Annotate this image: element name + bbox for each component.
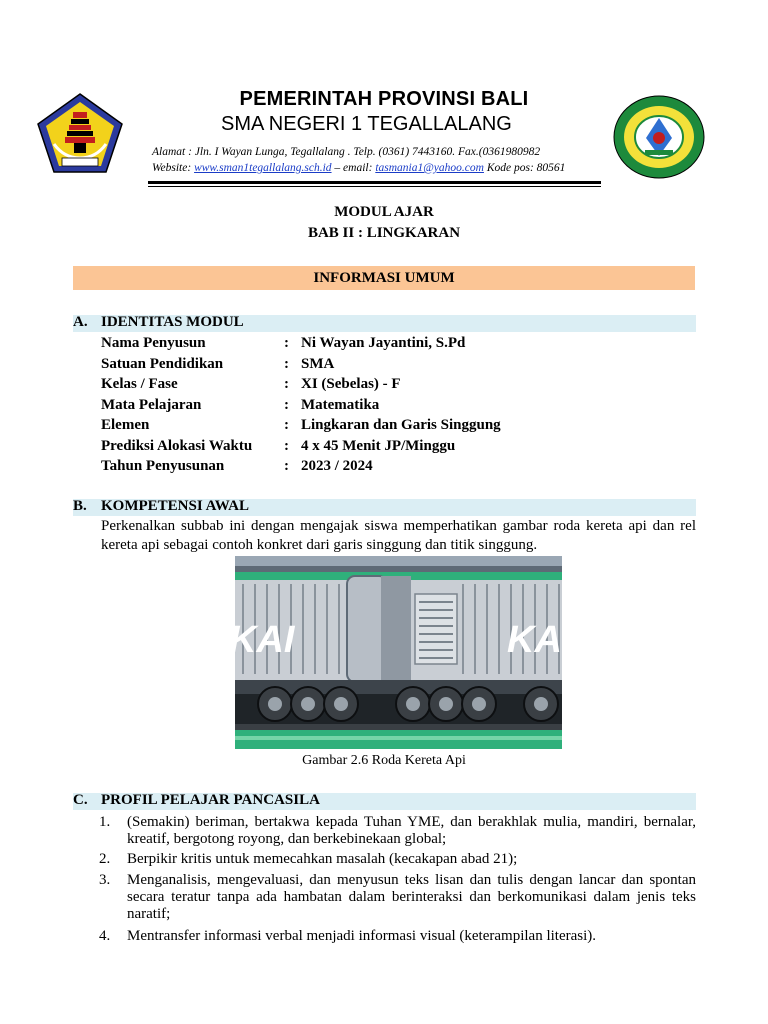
school-name: SMA NEGERI 1 TEGALLALANG xyxy=(221,113,512,135)
svg-text:KAI: KAI xyxy=(229,619,295,661)
website-link[interactable]: www.sman1tegallalang.sch.id xyxy=(194,162,332,174)
school-address: Alamat : Jln. I Wayan Lunga, Tegallalang . Telp. (0361) 7443160. Fax.(0361980982 xyxy=(152,146,541,158)
identity-value: XI (Sebelas) - F xyxy=(301,376,401,392)
identity-colon: : xyxy=(284,397,289,413)
identity-label: Kelas / Fase xyxy=(101,376,178,392)
list-item-number: 3. xyxy=(99,872,111,888)
svg-text:KAI: KAI xyxy=(507,619,573,661)
info-banner: INFORMASI UMUM xyxy=(73,266,695,290)
chapter-title: BAB II : LINGKARAN xyxy=(307,225,461,241)
list-item: Menganalisis, mengevaluasi, dan menyusun teks lisan dan tulis dengan lancar dan spontan secara teratur tanpa ada hambatan dalam berinteraksi dan berkomunikasi dalam jenis teks naratif; xyxy=(127,872,696,922)
postal-code: Kode pos: 80561 xyxy=(483,162,566,174)
section-a-letter: A. xyxy=(73,314,88,330)
email-label: – email: xyxy=(331,162,376,174)
list-item: (Semakin) beriman, bertakwa kepada Tuhan YME, dan berakhlak mulia, mandiri, bernalar, kreatif, bergotong royong, dan berkebinekaan global; xyxy=(127,814,696,847)
letterhead-rule xyxy=(148,181,601,184)
list-item: Mentransfer informasi verbal menjadi informasi visual (keterampilan literasi). xyxy=(127,928,597,944)
identity-value: Ni Wayan Jayantini, S.Pd xyxy=(301,335,466,351)
identity-colon: : xyxy=(284,356,289,372)
section-b-title: KOMPETENSI AWAL xyxy=(101,498,249,514)
email-link[interactable]: tasmania1@yahoo.com xyxy=(375,162,484,174)
identity-value: Matematika xyxy=(301,397,380,413)
document-title: MODUL AJAR xyxy=(334,204,434,220)
identity-label: Tahun Penyusunan xyxy=(101,458,225,474)
identity-colon: : xyxy=(284,458,289,474)
list-item-number: 1. xyxy=(99,814,111,830)
school-contact xyxy=(152,162,565,174)
identity-colon: : xyxy=(284,376,289,392)
identity-colon: : xyxy=(284,438,289,454)
identity-label: Mata Pelajaran xyxy=(101,397,202,413)
section-b-paragraph: Perkenalkan subbab ini dengan mengajak siswa memperhatikan gambar roda kereta api dan rel kereta api sebagai contoh konkret dari garis singgung dan titik singgung. xyxy=(101,518,696,553)
list-item-number: 2. xyxy=(99,851,111,867)
identity-label: Elemen xyxy=(101,417,150,433)
identity-label: Prediksi Alokasi Waktu xyxy=(101,438,253,454)
identity-value: 4 x 45 Menit JP/Minggu xyxy=(301,438,456,454)
list-item: Berpikir kritis untuk memecahkan masalah (kecakapan abad 21); xyxy=(127,851,518,867)
list-item-number: 4. xyxy=(99,928,111,944)
identity-label: Nama Penyusun xyxy=(101,335,206,351)
identity-colon: : xyxy=(284,335,289,351)
government-name: PEMERINTAH PROVINSI BALI xyxy=(239,88,529,110)
identity-colon: : xyxy=(284,417,289,433)
train-wheel-image xyxy=(229,556,573,749)
section-b-letter: B. xyxy=(73,498,87,514)
section-a-title: IDENTITAS MODUL xyxy=(101,314,244,330)
letterhead-rule-thin xyxy=(148,186,601,187)
section-c-letter: C. xyxy=(73,792,88,808)
section-c-title: PROFIL PELAJAR PANCASILA xyxy=(101,792,320,808)
identity-label: Satuan Pendidikan xyxy=(101,356,224,372)
website-label: Website: xyxy=(152,162,195,174)
identity-value: Lingkaran dan Garis Singgung xyxy=(301,417,501,433)
identity-value: 2023 / 2024 xyxy=(301,458,373,474)
image-caption: Gambar 2.6 Roda Kereta Api xyxy=(302,753,466,768)
identity-value: SMA xyxy=(301,356,335,372)
